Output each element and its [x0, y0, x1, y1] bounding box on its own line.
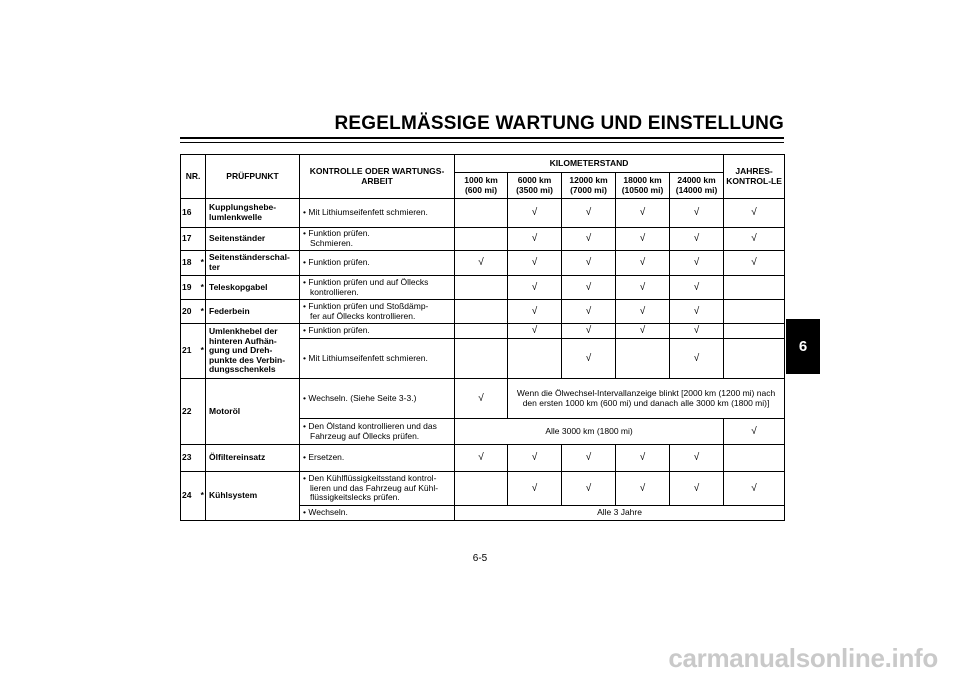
check-mark: √ [693, 325, 700, 337]
header-km-0 [455, 173, 508, 199]
row-item: Teleskopgabel [206, 276, 300, 300]
check-mark: √ [531, 207, 538, 219]
title-underline [180, 137, 784, 143]
check-cell [724, 324, 785, 339]
check-mark: √ [693, 482, 700, 494]
table-row [181, 199, 785, 228]
header-annual: JAHRES-KONTROL-LE [724, 155, 785, 199]
table-row [181, 300, 785, 324]
check-mark: √ [585, 207, 592, 219]
check-mark: √ [531, 305, 538, 317]
action-text: Schmieren. [310, 238, 354, 248]
check-cell [508, 199, 562, 228]
table-row [181, 276, 785, 300]
action-text: Fahrzeug auf Öllecks prüfen. [310, 430, 420, 441]
row-number: 17 [181, 228, 200, 251]
action-text: • Ersetzen. [303, 453, 452, 463]
check-cell [724, 228, 785, 251]
check-cell [562, 445, 616, 472]
row-star: * [200, 251, 206, 276]
action-cell [300, 324, 455, 339]
check-cell [616, 251, 670, 276]
check-mark: √ [531, 482, 538, 494]
row-number: 23 [181, 445, 200, 472]
check-cell [562, 339, 616, 379]
check-mark: √ [585, 482, 592, 494]
check-cell [508, 228, 562, 251]
action-text: • Mit Lithiumseifenfett schmieren. [303, 208, 452, 218]
check-mark: √ [751, 257, 757, 269]
row-number: 21 [181, 324, 200, 379]
check-mark: √ [478, 392, 484, 404]
check-mark: √ [531, 233, 538, 245]
check-mark: √ [639, 233, 646, 245]
check-mark: √ [585, 452, 592, 464]
check-mark: √ [693, 207, 700, 219]
check-cell [724, 419, 785, 445]
action-cell [300, 339, 455, 379]
check-mark: √ [639, 305, 646, 317]
check-mark: √ [585, 352, 592, 364]
check-cell [616, 339, 670, 379]
check-cell [455, 324, 508, 339]
check-cell [724, 445, 785, 472]
action-cell [300, 379, 455, 419]
check-cell [616, 300, 670, 324]
check-cell [670, 228, 724, 251]
header-nr: NR. [181, 155, 206, 199]
check-mark: √ [639, 325, 646, 337]
check-cell [724, 199, 785, 228]
action-cell [300, 228, 455, 251]
table-row [181, 228, 785, 251]
check-mark: √ [639, 482, 646, 494]
check-cell [508, 472, 562, 506]
row-number: 19 [181, 276, 200, 300]
row-star: * [200, 276, 206, 300]
table-row [181, 251, 785, 276]
check-mark: √ [693, 452, 700, 464]
check-cell [455, 300, 508, 324]
row-item: Federbein [206, 300, 300, 324]
chapter-tab-label: 6 [798, 338, 808, 355]
row-number: 16 [181, 199, 200, 228]
check-cell [562, 228, 616, 251]
check-mark: √ [693, 233, 700, 245]
check-cell [562, 251, 616, 276]
header-km-line: (7000 mi) [570, 184, 607, 195]
check-cell [508, 324, 562, 339]
action-cell [300, 419, 455, 445]
check-cell [616, 199, 670, 228]
check-cell [616, 324, 670, 339]
page-title: REGELMÄSSIGE WARTUNG UND EINSTELLUNG [334, 113, 784, 134]
check-cell [455, 199, 508, 228]
table-row [181, 445, 785, 472]
header-km-2 [562, 173, 616, 199]
row-number: 18 [181, 251, 200, 276]
check-cell [455, 276, 508, 300]
header-action: KONTROLLE ODER WARTUNGS-ARBEIT [300, 155, 455, 199]
action-text: • Funktion prüfen. [303, 258, 452, 268]
action-text: • Mit Lithiumseifenfett schmieren. [303, 354, 452, 364]
check-mark: √ [751, 233, 757, 245]
check-mark: √ [585, 281, 592, 293]
check-cell [616, 276, 670, 300]
header-km-line: (3500 mi) [516, 184, 553, 195]
check-cell [508, 251, 562, 276]
header-km-line: 24000 km [677, 174, 716, 185]
check-cell [616, 445, 670, 472]
check-cell [670, 276, 724, 300]
row-number: 20 [181, 300, 200, 324]
check-mark: √ [531, 257, 538, 269]
check-cell [562, 276, 616, 300]
check-cell [455, 228, 508, 251]
check-mark: √ [751, 207, 757, 219]
action-text: • Funktion prüfen und auf Öllecks [303, 278, 452, 288]
page-number: 6-5 [472, 553, 488, 564]
check-cell [670, 300, 724, 324]
header-km-3 [616, 173, 670, 199]
header-km-line: 1000 km [464, 174, 498, 185]
chapter-tab[interactable] [786, 319, 820, 374]
row-item: Motoröl [206, 379, 300, 445]
interval-note: Wenn die Ölwechsel-Intervallanzeige blinkt [2000 km (1200 mi) nach den ersten 1000 km (600 mi) und danach alle 3000 km (1800 mi)] [508, 379, 785, 419]
check-cell [670, 472, 724, 506]
action-text: • Den Ölstand kontrollieren und das [303, 422, 452, 432]
check-cell [455, 472, 508, 506]
header-km-group: KILOMETERSTAND [455, 155, 724, 173]
header-km-line: 6000 km [517, 174, 552, 185]
row-number: 22 [181, 379, 200, 445]
check-cell [455, 379, 508, 419]
header-km-line: 12000 km [569, 174, 608, 185]
action-cell [300, 276, 455, 300]
action-text: • Wechseln. [303, 508, 452, 518]
row-item: Kühlsystem [206, 472, 300, 521]
check-mark: √ [585, 325, 592, 337]
check-mark: √ [531, 325, 538, 337]
interval-span: Alle 3 Jahre [455, 506, 785, 521]
action-text: • Wechseln. (Siehe Seite 3-3.) [303, 394, 452, 404]
header-km-line: (14000 mi) [675, 184, 718, 195]
action-text: • Funktion prüfen. [303, 229, 452, 239]
check-cell [562, 472, 616, 506]
check-cell [562, 300, 616, 324]
check-cell [508, 300, 562, 324]
check-cell [670, 324, 724, 339]
row-item: Seitenständerschal-ter [206, 251, 300, 276]
check-cell [455, 339, 508, 379]
check-cell [724, 251, 785, 276]
row-star: * [200, 472, 206, 521]
check-mark: √ [751, 482, 757, 494]
action-text: fer auf Öllecks kontrollieren. [310, 310, 416, 321]
check-mark: √ [639, 207, 646, 219]
check-mark: √ [639, 257, 646, 269]
check-cell [455, 251, 508, 276]
action-cell [300, 506, 455, 521]
check-cell [508, 445, 562, 472]
watermark: carmanualsonline.info [668, 643, 938, 673]
action-cell [300, 199, 455, 228]
check-cell [724, 300, 785, 324]
check-cell [508, 339, 562, 379]
row-item: Seitenständer [206, 228, 300, 251]
check-cell [724, 472, 785, 506]
check-mark: √ [693, 305, 700, 317]
check-cell [724, 276, 785, 300]
row-item: Ölfiltereinsatz [206, 445, 300, 472]
check-mark: √ [639, 281, 646, 293]
check-mark: √ [531, 452, 538, 464]
check-mark: √ [751, 425, 757, 437]
row-number: 24 [181, 472, 200, 521]
check-cell [508, 276, 562, 300]
check-mark: √ [478, 452, 484, 464]
header-km-1 [508, 173, 562, 199]
check-cell [670, 251, 724, 276]
check-mark: √ [693, 257, 700, 269]
header-km-line: 18000 km [623, 174, 662, 185]
check-cell [562, 324, 616, 339]
action-text: • Den Kühlflüssigkeitsstand kontrol- [303, 474, 452, 484]
check-cell [670, 199, 724, 228]
check-mark: √ [693, 352, 700, 364]
action-cell [300, 300, 455, 324]
header-km-4 [670, 173, 724, 199]
check-cell [670, 445, 724, 472]
check-cell [455, 445, 508, 472]
row-item: Kupplungshebe-lumlenkwelle [206, 199, 300, 228]
header-item: PRÜFPUNKT [206, 155, 300, 199]
action-text: lieren und das Fahrzeug auf Kühl- [310, 482, 439, 493]
check-mark: √ [585, 257, 592, 269]
header-km-line: (600 mi) [464, 184, 498, 195]
action-cell [300, 472, 455, 506]
table-row [181, 379, 785, 419]
check-mark: √ [478, 257, 484, 269]
row-star: * [200, 300, 206, 324]
table-row [181, 472, 785, 506]
header-km-line: (10500 mi) [621, 184, 664, 195]
row-item: Umlenkhebel der hinteren Aufhän-gung und Dreh-punkte des Verbin-dungsschenkels [206, 324, 300, 379]
action-text: flüssigkeitslecks prüfen. [310, 492, 400, 503]
check-mark: √ [639, 452, 646, 464]
check-cell [616, 472, 670, 506]
action-text: kontrollieren. [310, 286, 359, 297]
check-cell [724, 339, 785, 379]
check-cell [616, 228, 670, 251]
interval-span: Alle 3000 km (1800 mi) [455, 419, 724, 445]
action-text: • Funktion prüfen und Stoßdämp- [303, 302, 452, 312]
check-cell [670, 339, 724, 379]
table-row [181, 324, 785, 339]
check-mark: √ [585, 305, 592, 317]
check-mark: √ [693, 281, 700, 293]
check-cell [562, 199, 616, 228]
action-cell [300, 251, 455, 276]
row-star: * [200, 324, 206, 379]
maintenance-table [180, 154, 785, 521]
action-cell [300, 445, 455, 472]
check-mark: √ [531, 281, 538, 293]
check-mark: √ [585, 233, 592, 245]
action-text: • Funktion prüfen. [303, 326, 452, 336]
